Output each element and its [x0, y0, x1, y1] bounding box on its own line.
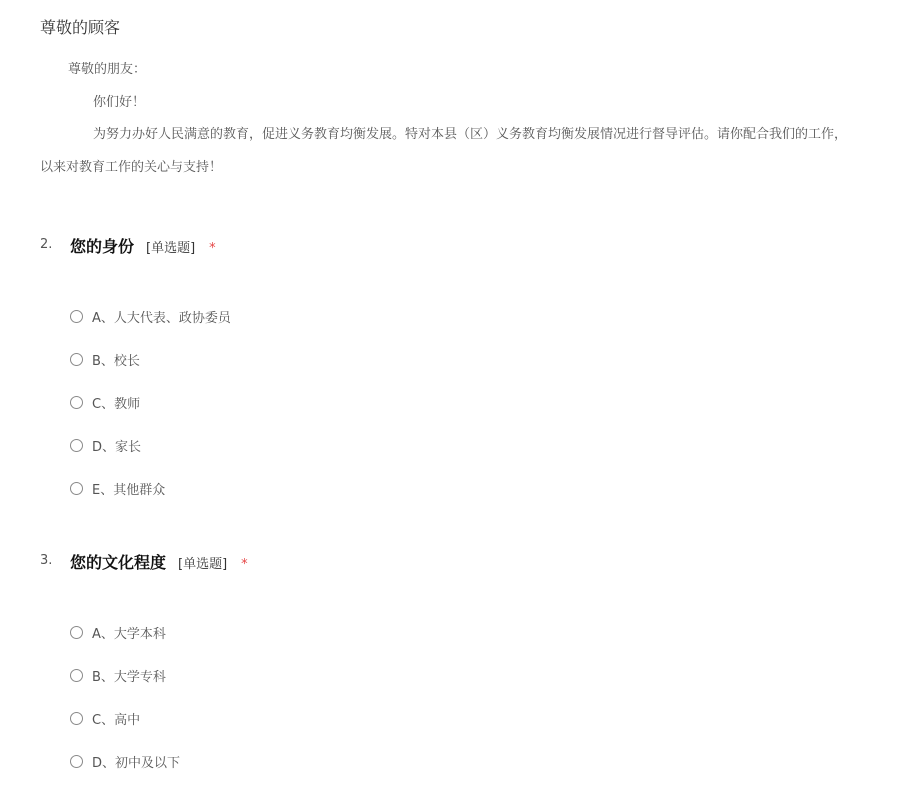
question-title [70, 234, 216, 257]
question-type-tag: [单选题] [178, 557, 228, 572]
question-title-text: 您的文化程度 [70, 553, 167, 572]
radio-button[interactable] [70, 626, 83, 639]
option-label[interactable]: A、人大代表、政协委员 [92, 310, 231, 326]
radio-button[interactable] [70, 439, 83, 452]
intro-paragraph-line-2: 以来对教育工作的关心与支持！ [40, 160, 223, 175]
question-type-tag: [单选题] [146, 241, 196, 256]
question-header [40, 234, 880, 258]
question-title [70, 550, 248, 573]
radio-button[interactable] [70, 310, 83, 323]
required-mark: * [209, 241, 216, 256]
intro-hello: 你们好！ [93, 95, 146, 110]
option-b-associate[interactable] [70, 665, 166, 685]
question-header [40, 550, 880, 574]
required-mark: * [241, 557, 248, 572]
option-label[interactable]: D、初中及以下 [92, 755, 181, 771]
option-label[interactable]: D、家长 [92, 439, 142, 455]
question-number: 2. [40, 237, 53, 252]
option-d-parent[interactable] [70, 435, 141, 455]
option-c-teacher[interactable] [70, 392, 140, 412]
question-identity [40, 234, 880, 498]
question-number: 3. [40, 553, 53, 568]
radio-button[interactable] [70, 396, 83, 409]
option-e-other[interactable] [70, 478, 165, 498]
intro-greeting: 尊敬的朋友： [68, 62, 147, 77]
option-a-delegate[interactable] [70, 306, 231, 326]
option-label[interactable]: E、其他群众 [92, 482, 166, 498]
radio-button[interactable] [70, 669, 83, 682]
option-a-bachelor[interactable] [70, 622, 166, 642]
option-label[interactable]: A、大学本科 [92, 626, 166, 642]
option-c-highschool[interactable] [70, 708, 140, 728]
option-label[interactable]: C、高中 [92, 712, 141, 728]
option-d-juniorhigh[interactable] [70, 751, 180, 771]
question-education [40, 550, 880, 771]
radio-button[interactable] [70, 712, 83, 725]
survey-title: 尊敬的顾客 [40, 18, 121, 37]
radio-button[interactable] [70, 755, 83, 768]
option-label[interactable]: B、大学专科 [92, 669, 166, 685]
radio-button[interactable] [70, 482, 83, 495]
option-label[interactable]: B、校长 [92, 353, 140, 369]
option-label[interactable]: C、教师 [92, 396, 141, 412]
radio-button[interactable] [70, 353, 83, 366]
question-title-text: 您的身份 [70, 237, 135, 256]
intro-paragraph-line-1: 为努力办好人民满意的教育，促进义务教育均衡发展。特对本县（区）义务教育均衡发展情况进行督导评估。请你配合我们的工作， [93, 127, 848, 142]
option-b-principal[interactable] [70, 349, 140, 369]
